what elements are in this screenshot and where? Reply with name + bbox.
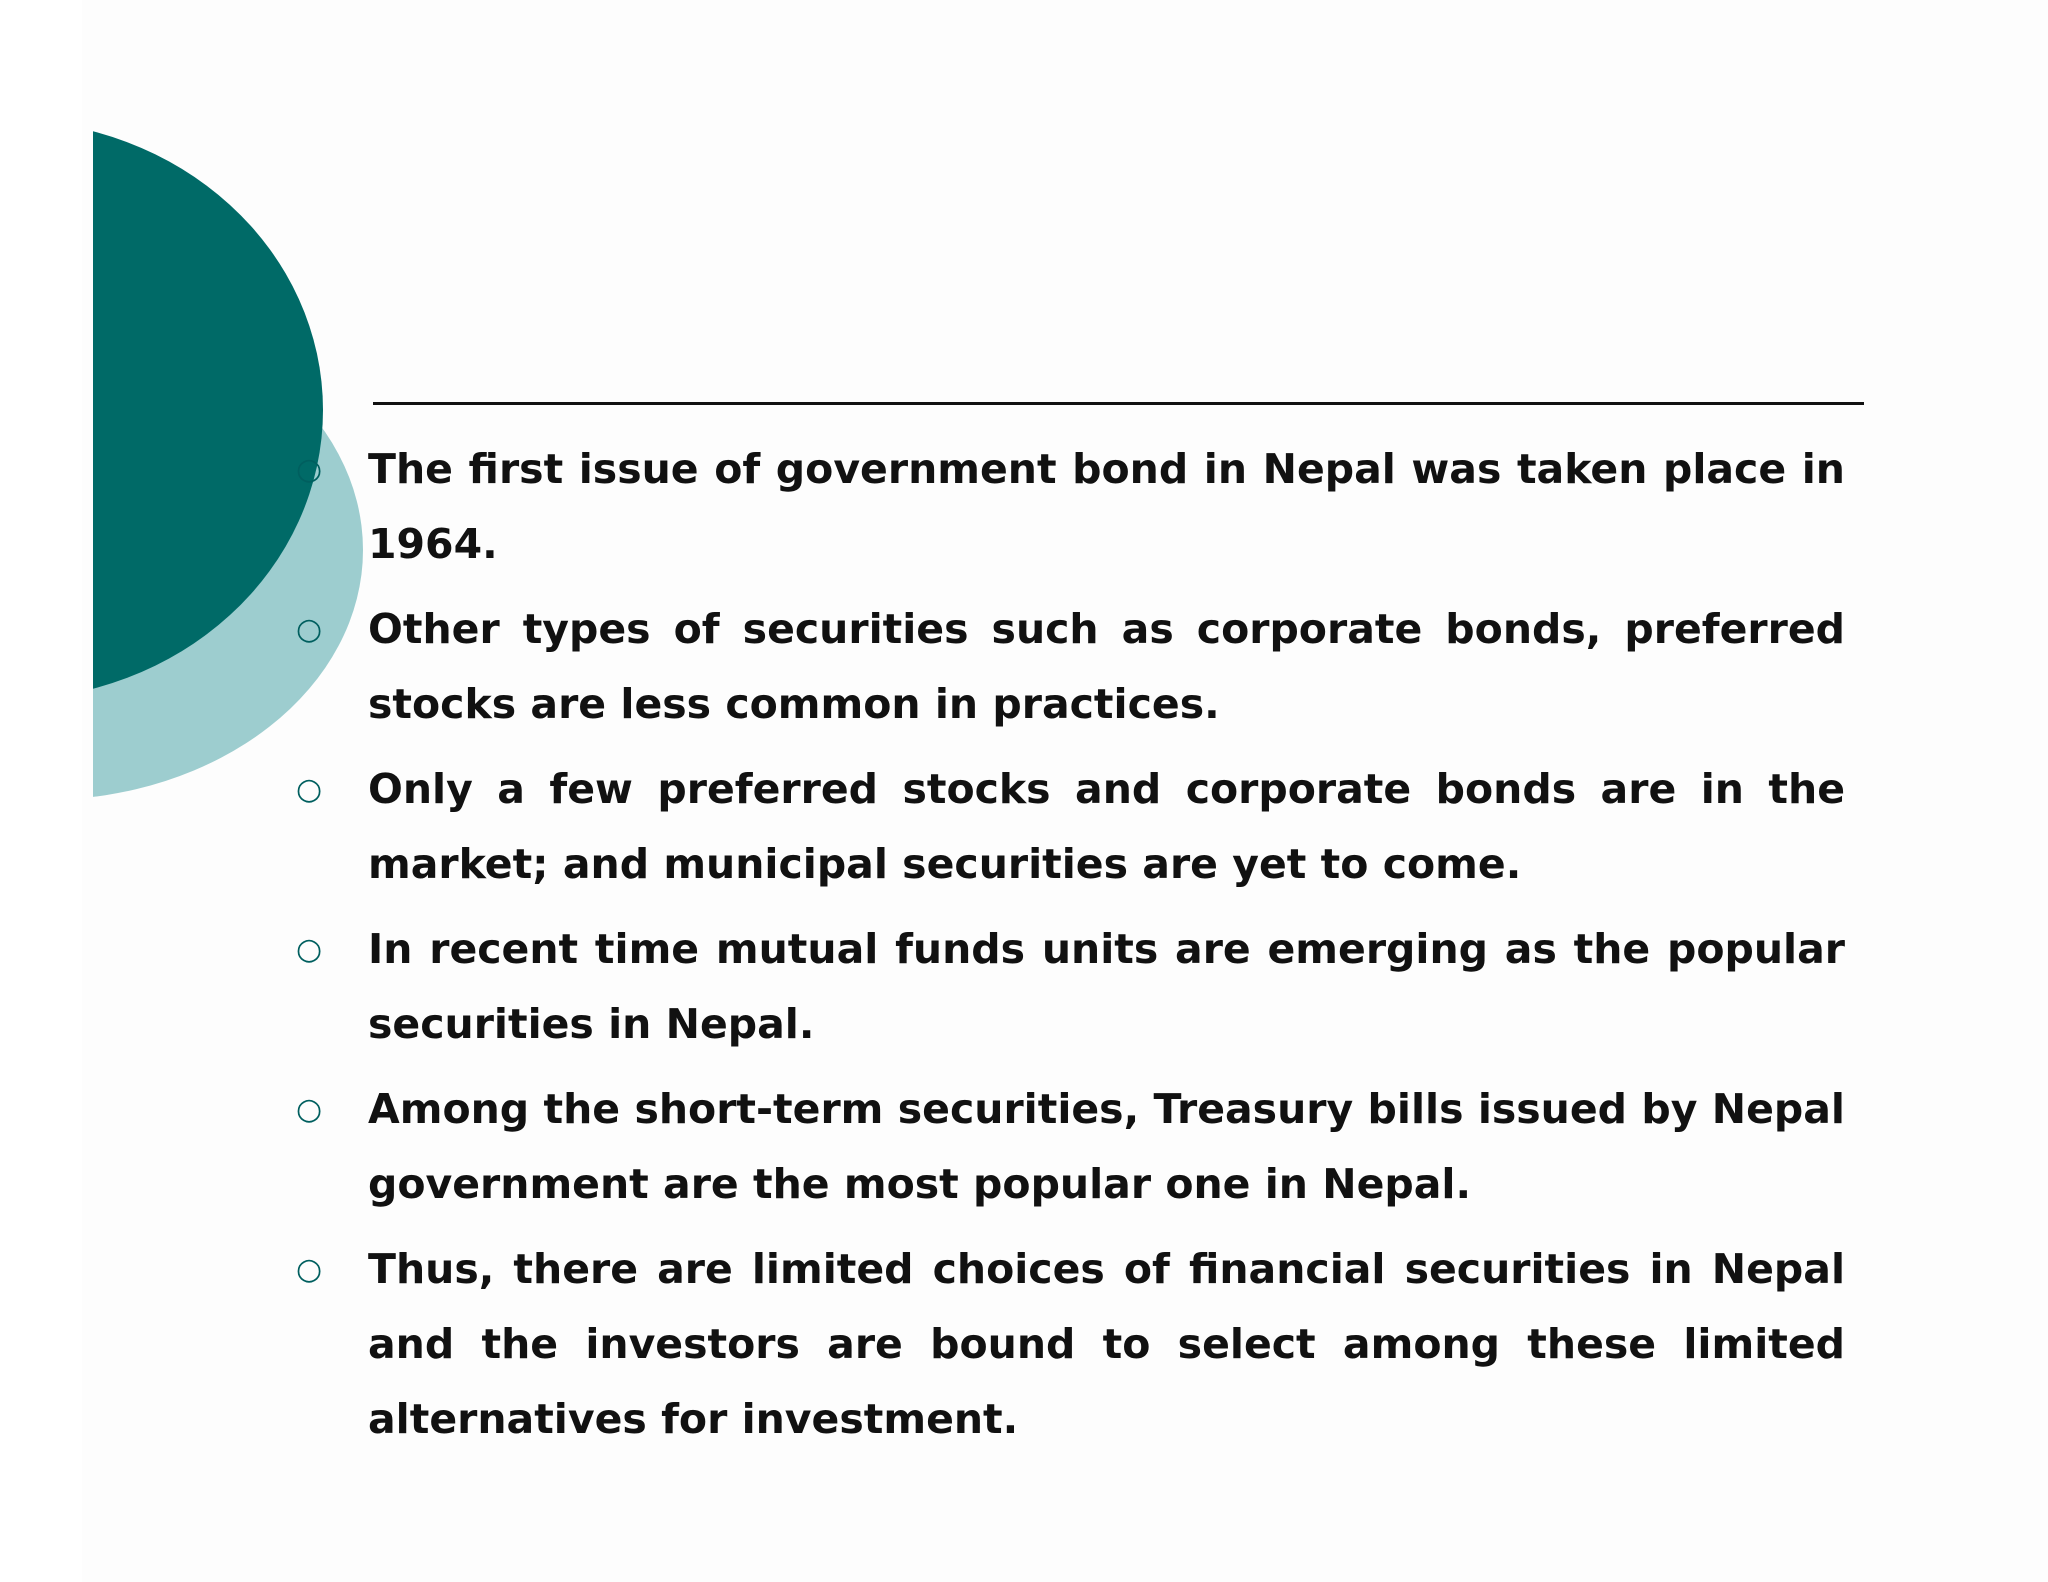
hollow-circle-bullet-icon: ○ <box>296 932 323 967</box>
hollow-circle-bullet-icon: ○ <box>296 1252 323 1287</box>
list-item <box>290 432 1845 582</box>
hollow-circle-bullet-icon: ○ <box>296 612 323 647</box>
hollow-circle-bullet-icon: ○ <box>296 452 323 487</box>
list-item <box>290 1232 1845 1457</box>
bullet-text: Among the short-term securities, Treasury bills issued by Nepal government are the most popular one in Nepal. <box>368 1085 1845 1208</box>
list-item <box>290 592 1845 742</box>
bullet-text: Other types of securities such as corporate bonds, preferred stocks are less common in practices. <box>368 605 1845 728</box>
bullet-text: In recent time mutual funds units are emerging as the popular securities in Nepal. <box>368 925 1845 1048</box>
bullet-text: The first issue of government bond in Nepal was taken place in 1964. <box>368 445 1845 568</box>
list-item <box>290 1072 1845 1222</box>
hollow-circle-bullet-icon: ○ <box>296 1092 323 1127</box>
bullet-list <box>290 432 1845 1467</box>
hollow-circle-bullet-icon: ○ <box>296 772 323 807</box>
bullet-text: Thus, there are limited choices of financial securities in Nepal and the investors are bound to select among these limited alternatives for investment. <box>368 1245 1845 1443</box>
list-item <box>290 912 1845 1062</box>
list-item <box>290 752 1845 902</box>
title-divider-line <box>373 402 1864 405</box>
bullet-text: Only a few preferred stocks and corporate bonds are in the market; and municipal securities are yet to come. <box>368 765 1845 888</box>
